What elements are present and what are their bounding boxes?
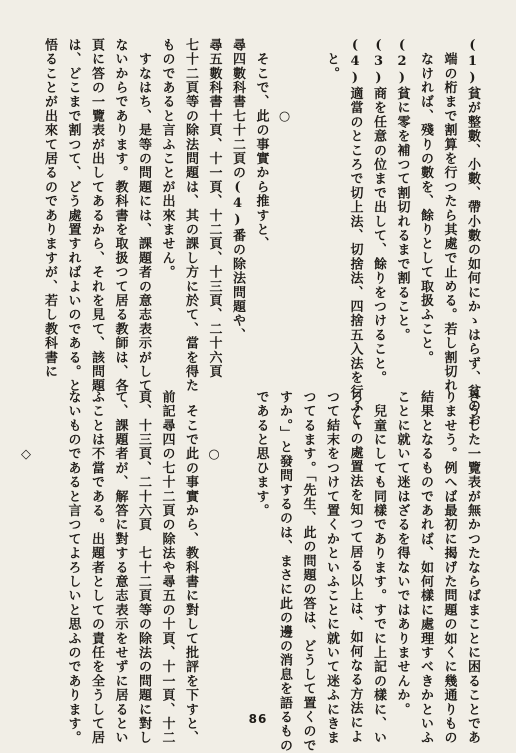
text-column: ものであると言ふことが出來ません。 — [159, 38, 175, 280]
text-column: 尋五數科書十頁、十一頁、十二頁、十三頁、二十六頁 — [206, 38, 222, 379]
text-column: 悟ることが出來て居るのでありますが、若し教科書に — [42, 38, 57, 379]
text-column: ◇ — [18, 390, 34, 463]
text-column: ○ — [206, 390, 222, 463]
text-column: 頁に答の一覽表が出してあるから、それを見て、該問題 — [89, 38, 104, 393]
text-column: そこで、此の事實から推すと、 — [253, 38, 269, 251]
text-column: ないものであると言つてよろしいと思ふのであります。 — [65, 390, 81, 745]
text-column: 兒童にしても同樣であります。すでに上記の樣に、い — [371, 390, 386, 745]
text-column: ふことは不當である。出題者としての責任を全うして居 — [89, 390, 104, 745]
text-column: ろ〳〵の處置法を知つて居る以上は、如何なる方法によ — [347, 390, 363, 744]
text-column: (1)貧が整數、小數、帶小數の如何にかゝはらず、貧のお — [465, 38, 480, 428]
text-column: そこで此の事實から、教科書に對して批評を下すと、 — [183, 390, 198, 745]
text-column — [226, 390, 250, 712]
text-column: つてるます。「先生、此の問題の答は、どうして置くので — [300, 390, 316, 753]
text-column: すか。」と發問するのは、まさに此の邊の消息を語るもの — [277, 390, 292, 753]
text-column: ○ — [277, 38, 292, 126]
text-column: て、課題者が、解答に對する意志表示をせずに居るとい — [112, 390, 128, 745]
text-column: ことに就いて迷はざるを得ないではありませんか。 — [394, 390, 410, 717]
text-column: すなはち、是等の問題には、課題者の意志表示がして — [136, 38, 151, 393]
text-column: 尋四數科書七十二頁の(4)番の除法問題や、 — [230, 38, 245, 343]
text-column: と。 — [324, 38, 339, 81]
page-number: 86 — [248, 712, 268, 726]
text-column: (2)貧に零を補つて割切れるまで割ること。 — [394, 38, 410, 343]
text-column: (3)商を任意の位まで出して、餘りをつけること。 — [371, 38, 386, 385]
text-column: さうした一覽表が無かつたならばまことに困ることであ — [465, 390, 480, 745]
text-column: 頁、十三頁、二十六頁 七十二頁等の除法の問題に對し — [136, 390, 151, 745]
upper-text-block — [38, 38, 485, 428]
text-column: (4)適當のところで切上法、切捨法、四捨五入法を行ふこ — [347, 38, 363, 428]
text-column: であると思ひます。 — [253, 390, 269, 518]
text-column: つて結末をつけて置くかといふことに就いて迷ふにきま — [324, 390, 339, 745]
text-column: 前記尋四の七十二頁の除法や尋五の十頁、十一頁、十二 — [159, 390, 175, 745]
text-column: 結果となるものであれば、如何樣に處理すべきかといふ — [418, 390, 433, 745]
text-column — [38, 390, 62, 712]
text-column: りませう。例へば最初に揭げた問題の如くに幾通りもの — [441, 390, 457, 745]
text-column: なければ、殘りの數を、餘りとして取扱ふこと。 — [418, 38, 433, 365]
text-column: ないからであります。教科書を取扱つて居る教師は、各 — [112, 38, 128, 393]
text-column: は、どこまで割つて、どう處置すればよいのである。と — [65, 38, 81, 393]
text-column: 七十二頁等の除法問題は、其の課し方に於て、當を得た — [183, 38, 198, 393]
text-column — [296, 38, 320, 396]
text-column: 端の桁まで割算を行つたら其處で止める。若し割切れ — [441, 38, 457, 393]
